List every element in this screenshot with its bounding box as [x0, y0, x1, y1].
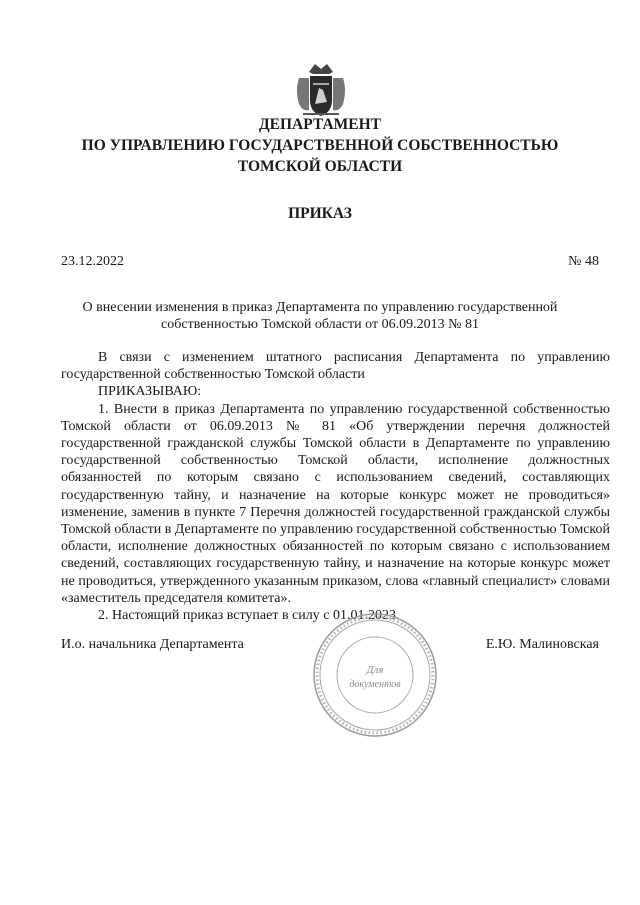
- department-line-3: ТОМСКОЙ ОБЛАСТИ: [237, 158, 403, 175]
- order-date: 23.12.2022: [61, 254, 124, 269]
- signatory-name: Е.Ю. Малиновская: [485, 637, 599, 652]
- seal-text-line-2: документов: [349, 679, 401, 690]
- department-name: [40, 114, 600, 177]
- preamble-paragraph: В связи с изменением штатного расписания Департамента по управлению государственной собственностью Томской области: [61, 350, 610, 383]
- seal-text-line-1: Для: [366, 664, 384, 676]
- order-directive: ПРИКАЗЫВАЮ:: [98, 384, 202, 400]
- order-item-1: 1. Внести в приказ Департамента по управлению государственной собственностью Томской области от 06.09.2013 № 81 «Об утверждении перечня должностей государственной гражданской службы Томской области в Департаменте по управлению государственной собственностью Томской области, исполнение должностных обязанностей по которым связано с использованием сведений, составляющих государственную тайну, и назначение на которые конкурс может не проводиться» изменение, заменив в пункте 7 Перечня должностей государственной гражданской службы Томской области в Департаменте по управлению государственной собственностью Томской области, исполнение должностных обязанностей по которым связано с использованием сведений, составляющих государственную тайну, и назначение на которые конкурс может не проводиться, утвержденного указанным приказом, слова «главный специалист» словами «заместитель председателя комитета».: [61, 401, 611, 606]
- signatory-position: И.о. начальника Департамента: [61, 637, 244, 652]
- coat-of-arms-icon: [293, 60, 349, 120]
- department-line-1: ДЕПАРТАМЕНТ: [258, 116, 382, 133]
- department-line-2: ПО УПРАВЛЕНИЮ ГОСУДАРСТВЕННОЙ СОБСТВЕННОСТЬЮ: [81, 137, 559, 154]
- order-body: [61, 349, 610, 624]
- official-seal: [310, 610, 440, 740]
- document-type: ПРИКАЗ: [288, 205, 352, 222]
- order-item-2: 2. Настоящий приказ вступает в силу с 01.01.2023.: [98, 608, 400, 624]
- order-number: № 48: [568, 254, 599, 269]
- order-subject: О внесении изменения в приказ Департамента по управлению государственной собственностью Томской области от 06.09.2013 № 81: [82, 300, 558, 332]
